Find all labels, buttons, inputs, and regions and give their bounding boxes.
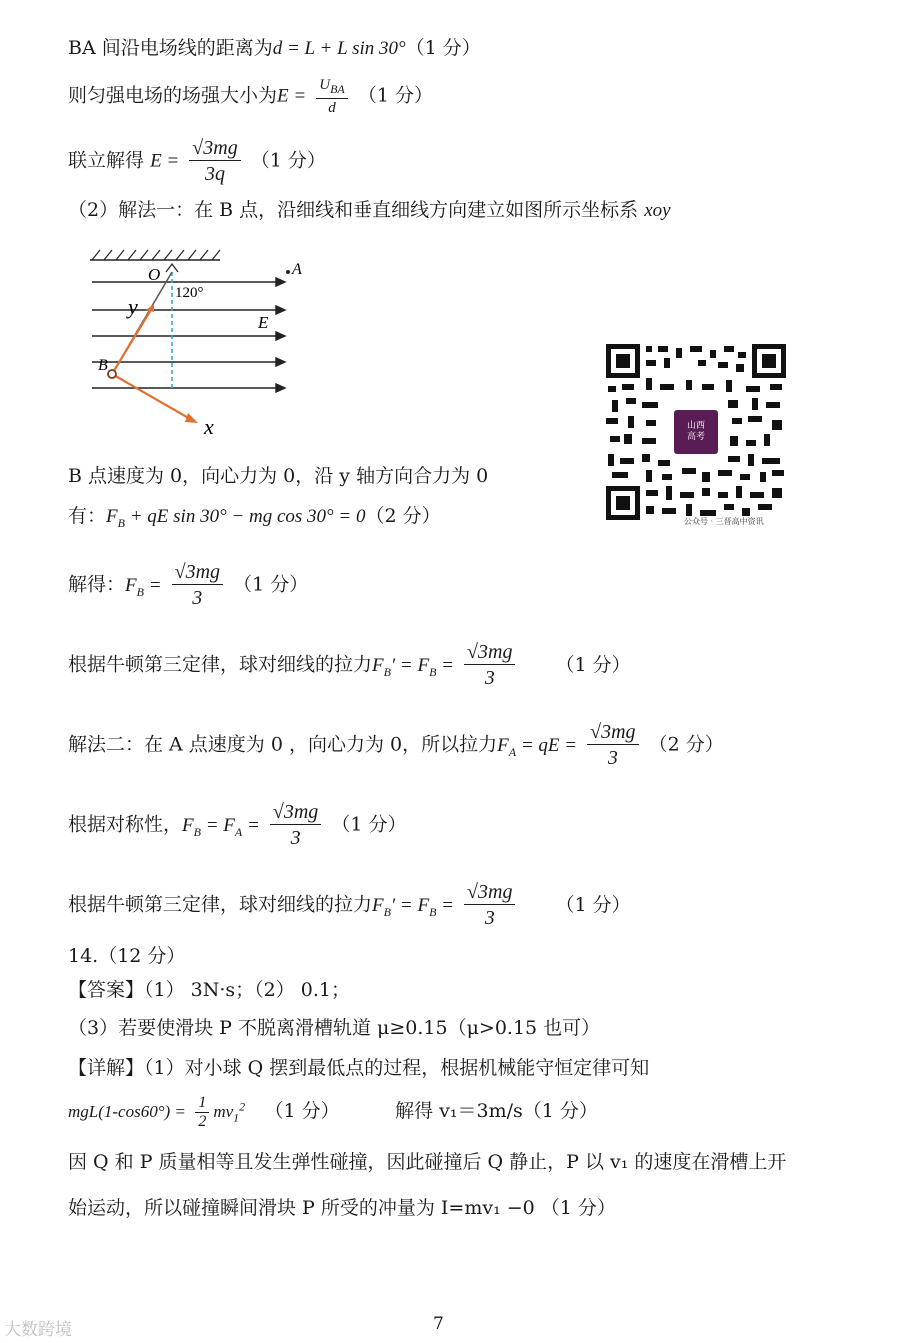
detail-line: 始运动，所以碰撞瞬间滑块 P 所受的冲量为 I=mv₁ −0 （1 分）: [68, 1197, 616, 1219]
solution-line: [68, 464, 488, 488]
detail-line: 因 Q 和 P 质量相等且发生弹性碰撞，因此碰撞后 Q 静止，P 以 v₁ 的速度在滑槽上开: [68, 1151, 787, 1173]
numerator: √3mg: [587, 720, 638, 745]
line-text: （2）解法一：在 B 点，沿细线和垂直细线方向建立如图所示坐标系: [68, 199, 639, 221]
score: （1 分）: [331, 813, 407, 836]
equation: mgL(1-cos60°) =: [68, 1102, 186, 1121]
ceiling-hatch: [92, 250, 220, 260]
line-text: 有：: [68, 505, 107, 527]
score: （1 分）: [357, 84, 433, 107]
point-a: [286, 270, 290, 274]
numerator: √3mg: [464, 640, 515, 665]
qr-logo: 山西 高考: [674, 410, 718, 454]
numerator: √3mg: [270, 800, 321, 825]
line-text: 根据对称性，: [68, 813, 183, 836]
equation: [106, 506, 366, 530]
force-lhs: $F_B$ =: [125, 574, 162, 599]
force-symbol: F: [106, 506, 118, 527]
equation-lhs: E =: [150, 150, 180, 172]
equation-rest: $mv_1^2$: [213, 1099, 246, 1125]
numerator: 1: [195, 1094, 209, 1113]
qr-caption: 公众号 · 三晋高中资讯: [684, 517, 764, 526]
denominator: 3: [192, 587, 203, 609]
denominator: 3: [290, 827, 301, 849]
solution-line: [68, 800, 406, 851]
watermark: 大数跨境: [4, 1320, 72, 1340]
line-text: 则匀强电场的场强大小为: [68, 84, 278, 107]
denominator: 2: [198, 1113, 207, 1130]
subscript: BA: [330, 82, 345, 96]
answer-line: 【答案】（1） 3N·s；（2） 0.1；: [68, 979, 350, 1001]
fraction: [270, 800, 321, 851]
equation-lhs: E =: [277, 85, 307, 107]
score: （1 分）: [405, 37, 481, 59]
label-o: O: [148, 265, 161, 284]
solution-line: [68, 640, 631, 691]
x-arrowhead: [185, 413, 198, 423]
subscript-b: B: [117, 515, 125, 530]
numerator: √3mg: [189, 136, 240, 161]
numerator: √3mg: [172, 560, 223, 585]
equation-line: [68, 1094, 598, 1131]
qr-code: [606, 344, 786, 520]
solution-line: [68, 36, 481, 61]
solution-line: [68, 136, 326, 187]
question-number: 14.（12 分）: [68, 945, 186, 967]
line-text: BA 间沿电场线的距离为: [68, 37, 273, 59]
score: （1 分）: [555, 653, 631, 676]
solve-result: 解得 v₁＝3m/s（1 分）: [395, 1100, 598, 1122]
solution-line: [68, 198, 671, 223]
label-y: y: [128, 294, 138, 319]
score: （2 分）: [365, 505, 441, 527]
numerator: U: [319, 77, 331, 93]
denominator: d: [328, 100, 336, 116]
label-b: B: [98, 357, 108, 374]
solution-line: [68, 880, 631, 931]
score: （1 分）: [250, 149, 326, 172]
label-e: E: [258, 313, 269, 332]
detail-line: 【详解】（1）对小球 Q 摆到最低点的过程，根据机械能守恒定律可知: [68, 1057, 650, 1079]
score: （2 分）: [648, 733, 724, 756]
page-number: 7: [433, 1314, 444, 1334]
y-arrowhead: [146, 304, 154, 312]
score: （1 分）: [264, 1100, 340, 1122]
line-text: B 点速度为 0，向心力为 0，沿 y 轴方向合力为 0: [68, 465, 489, 487]
line-text: 根据牛顿第三定律，球对细线的拉力: [68, 653, 373, 676]
field-diagram: [80, 242, 320, 442]
force-lhs: $F_B' = F_B$ =: [372, 894, 454, 919]
coordinate-label: xoy: [644, 200, 671, 221]
line-text: 联立解得: [68, 149, 145, 172]
force-lhs: $F_B = F_A$ =: [182, 814, 260, 839]
fraction: [587, 720, 638, 771]
numerator: √3mg: [464, 880, 515, 905]
equation: d = L + L sin 30°: [272, 38, 406, 59]
equation-rest: + qE sin 30° − mg cos 30° = 0: [129, 506, 366, 527]
fraction: [464, 640, 515, 691]
solution-line: [68, 720, 724, 771]
solution-line: [68, 560, 308, 611]
solution-line: [68, 504, 441, 535]
answer-line: （3）若要使滑块 P 不脱离滑槽轨道 μ≥0.15（μ>0.15 也可）: [68, 1017, 601, 1039]
label-a: A: [292, 261, 302, 278]
denominator: 3: [484, 907, 495, 929]
fraction: [172, 560, 223, 611]
line-text: 根据牛顿第三定律，球对细线的拉力: [68, 893, 373, 916]
ball-b: [108, 370, 116, 378]
score: （1 分）: [233, 573, 309, 596]
fraction: [316, 76, 348, 117]
fraction: [189, 136, 240, 187]
pivot: [166, 264, 178, 272]
x-axis: [112, 374, 192, 420]
force-lhs: $F_B' = F_B$ =: [372, 654, 454, 679]
solution-line: [68, 76, 433, 117]
score: （1 分）: [555, 893, 631, 916]
line-text: 解得：: [68, 573, 126, 596]
denominator: 3: [484, 667, 495, 689]
denominator: 3q: [205, 163, 225, 185]
fraction: [464, 880, 515, 931]
fraction: [195, 1094, 209, 1131]
label-x: x: [204, 414, 214, 439]
denominator: 3: [607, 747, 618, 769]
line-text: 解法二：在 A 点速度为 0 ，向心力为 0，所以拉力: [68, 733, 498, 756]
force-lhs: $F_A$ = qE =: [497, 734, 578, 759]
label-angle: 120°: [175, 285, 204, 301]
